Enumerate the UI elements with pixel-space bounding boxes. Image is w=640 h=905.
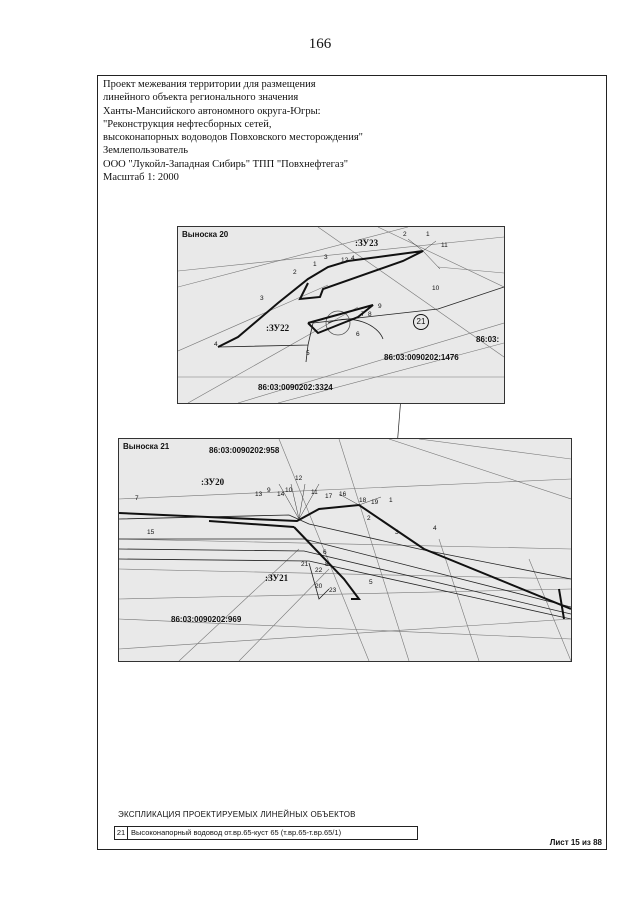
header-line: Масштаб 1: 2000 xyxy=(103,172,179,184)
point-label: 19 xyxy=(371,499,379,506)
point-label: 2 xyxy=(403,231,407,238)
point-label: 2 xyxy=(367,515,371,522)
point-label: 11 xyxy=(441,242,448,249)
parcel-label-3324: 86:03:0090202:3324 xyxy=(258,383,333,392)
point-label: 12 xyxy=(341,257,349,264)
parcel-label-1476: 86:03:0090202:1476 xyxy=(384,353,459,362)
point-label: 15 xyxy=(147,529,155,536)
header-line: "Реконструкция нефтесборных сетей, xyxy=(103,118,272,130)
point-label: 1 xyxy=(426,231,430,238)
zone-label-zu23: :ЗУ23 xyxy=(355,238,379,248)
header-line: высоконапорных водоводов Повховского месторождения" xyxy=(103,132,363,144)
zone-label-zu20: :ЗУ20 xyxy=(201,477,225,487)
point-label: 5 xyxy=(306,350,310,357)
header-line: Ханты-Мансийского автономного округа-Югры: xyxy=(103,105,321,117)
point-label: 6 xyxy=(356,331,360,338)
point-label: 20 xyxy=(315,583,323,590)
header-line: Проект межевания территории для размещения xyxy=(103,79,316,90)
point-label: 7 xyxy=(361,311,365,318)
callout-21-linework xyxy=(119,439,571,661)
point-label: 16 xyxy=(339,491,347,498)
object-marker-21: 21 xyxy=(413,314,429,330)
point-label: 3 xyxy=(324,254,328,261)
point-label: 4 xyxy=(433,525,437,532)
point-label: 3 xyxy=(395,529,399,536)
point-label: 22 xyxy=(315,567,323,574)
point-label: 11 xyxy=(311,489,318,496)
point-label: 4 xyxy=(351,255,355,262)
legend-title: ЭКСПЛИКАЦИЯ ПРОЕКТИРУЕМЫХ ЛИНЕЙНЫХ ОБЪЕКТОВ xyxy=(118,810,356,819)
point-label: 14 xyxy=(277,491,285,498)
point-label: 3 xyxy=(260,295,264,302)
point-label: 1 xyxy=(313,261,317,268)
zone-label-zu22: :ЗУ22 xyxy=(266,323,290,333)
callout-20-linework xyxy=(178,227,504,403)
zone-label-zu21: :ЗУ21 xyxy=(265,573,289,583)
legend-row-number: 21 xyxy=(115,827,128,839)
point-label: 12 xyxy=(295,475,303,482)
parcel-label-partial: 86:03: xyxy=(476,335,500,344)
header-line: Землепользователь xyxy=(103,145,189,157)
callout-21-title: Выноска 21 xyxy=(123,442,170,451)
header-line: ООО "Лукойл-Западная Сибирь" ТПП "Повхнефтегаз" xyxy=(103,158,349,170)
point-label: 7 xyxy=(135,495,139,502)
parcel-label-958: 86:03:0090202:958 xyxy=(209,446,280,455)
parcel-label-969: 86:03:0090202:969 xyxy=(171,615,242,624)
callout-21-map xyxy=(118,438,572,662)
point-label: 23 xyxy=(329,587,337,594)
point-label: 5 xyxy=(369,579,373,586)
page-number: 166 xyxy=(308,36,332,52)
callout-20-title: Выноска 20 xyxy=(182,230,229,239)
sheet-number-label: Лист 15 из 88 xyxy=(549,838,602,847)
legend-table xyxy=(114,826,418,840)
point-label: 10 xyxy=(432,285,440,292)
point-label: 17 xyxy=(325,493,333,500)
point-label: 10 xyxy=(285,487,293,494)
header-line: линейного объекта регионального значения xyxy=(103,92,299,104)
callout-20-map xyxy=(177,226,505,404)
point-label: 18 xyxy=(359,497,367,504)
point-label: 8 xyxy=(368,311,372,318)
point-label: 9 xyxy=(267,487,271,494)
point-label: 8 xyxy=(325,561,329,568)
point-label: 21 xyxy=(301,561,309,568)
legend-row-description: Высоконапорный водовод от.вр.65-куст 65 (т.вр.65-т.вр.65/1) xyxy=(131,828,342,837)
point-label: 2 xyxy=(293,269,297,276)
point-label: 4 xyxy=(214,341,218,348)
point-label: 6 xyxy=(323,549,327,556)
point-label: 13 xyxy=(255,491,263,498)
point-label: 1 xyxy=(389,497,393,504)
point-label: 9 xyxy=(378,303,382,310)
